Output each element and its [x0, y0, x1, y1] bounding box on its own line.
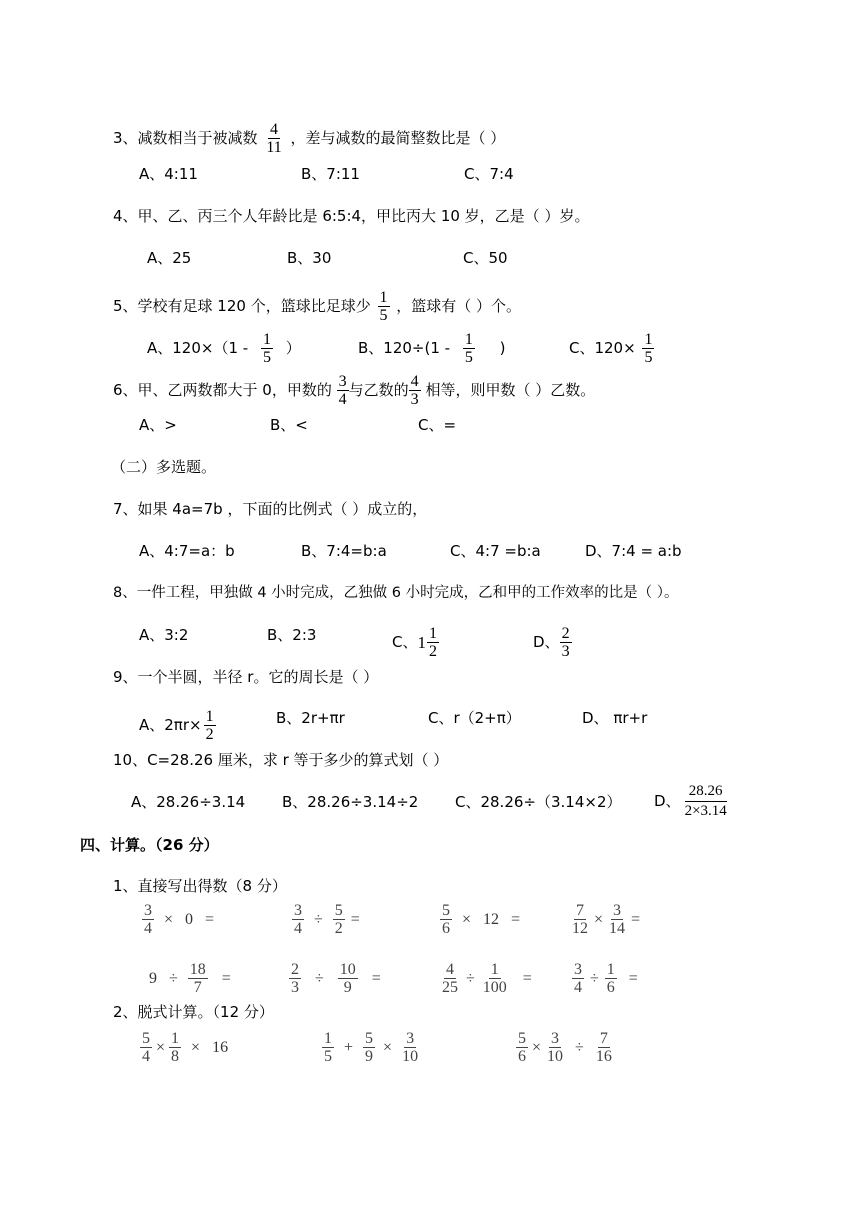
question-4-option-a: A、25 [147, 249, 192, 267]
calc-1-expression [140, 902, 222, 937]
calc-1-expression [290, 902, 368, 937]
fraction: $\frac{1}{100}$ [482, 961, 507, 996]
question-8-option-d [533, 625, 572, 660]
equals-sign: = [628, 969, 638, 987]
part-4-score: （26 分） [155, 836, 219, 854]
fraction: $\frac{7}{16}$ [595, 1030, 612, 1065]
option-text: C、120× [569, 339, 636, 357]
question-5 [113, 289, 521, 324]
calc-1-expression [438, 961, 540, 996]
operator: × [156, 1038, 166, 1056]
question-6-option-c: C、= [418, 416, 457, 434]
fraction: $\frac{1}{5}$ [262, 331, 271, 366]
operator: × [191, 1038, 201, 1056]
question-6-text-pre: 6、甲、乙两数都大于 0，甲数的 [113, 381, 332, 399]
fraction: $\frac{5}{2}$ [334, 902, 343, 937]
fraction: $\frac{3}{10}$ [547, 1030, 564, 1065]
question-4: 4、甲、乙、丙三个人年龄比是 6:5:4，甲比丙大 10 岁，乙是（ ）岁。 [113, 207, 590, 225]
calc-2-title: 2、脱式计算。（12 分） [113, 1003, 274, 1021]
calc-1-expression [568, 902, 642, 937]
question-9-option-a [139, 708, 218, 743]
option-text: ) [499, 339, 506, 357]
equals-sign: = [371, 969, 381, 987]
fraction: $\frac{1}{5}$ [379, 289, 388, 324]
operand: 9 [149, 969, 157, 987]
part-4-heading [80, 835, 219, 855]
question-7-option-d: D、7:4 = a:b [585, 542, 682, 560]
question-3-text-pre: 3、减数相当于被减数 [113, 129, 258, 147]
operator: ÷ [314, 910, 323, 928]
fraction: $\frac{1}{5}$ [644, 331, 653, 366]
question-8-option-a: A、3:2 [139, 626, 189, 644]
question-3-text-post: ，差与减数的最简整数比是（ ） [290, 129, 506, 147]
question-5-option-a [147, 331, 301, 366]
question-4-option-b: B、30 [287, 249, 332, 267]
fraction: $\frac{18}{7}$ [189, 961, 206, 996]
operator: + [344, 1038, 354, 1056]
fraction: $\frac{1}{5}$ [464, 331, 473, 366]
option-text: B、120÷(1 - [358, 339, 451, 357]
operator: × [532, 1038, 542, 1056]
operator: ÷ [590, 969, 599, 987]
calc-1-expression [438, 902, 528, 937]
operator: ÷ [575, 1038, 584, 1056]
question-9-option-c: C、r（2+π） [428, 709, 521, 727]
question-7-option-a: A、4:7=a：b [139, 542, 235, 560]
question-10: 10、C=28.26 厘米，求 r 等于多少的算式划（ ） [113, 751, 449, 769]
question-6-option-a: A、> [139, 416, 177, 434]
part-4-title: 四、计算。 [80, 836, 156, 854]
question-4-option-c: C、50 [463, 249, 508, 267]
fraction: $\frac{1}{8}$ [171, 1030, 180, 1065]
question-3 [113, 121, 505, 156]
question-10-option-c: C、28.26÷（3.14×2） [455, 793, 622, 811]
operator: × [383, 1038, 393, 1056]
fraction: $\frac{7}{12}$ [572, 902, 588, 937]
question-6 [113, 373, 595, 408]
question-9-option-b: B、2r+πr [276, 709, 345, 727]
question-5-option-b [358, 331, 506, 366]
mixed-number: 1 1 2 [417, 625, 437, 660]
option-text: A、2πr× [139, 716, 202, 734]
fraction: $\frac{1}{2}$ [205, 708, 214, 743]
calc-1-expression [145, 961, 239, 996]
option-text: A、120×（1 - [147, 339, 249, 357]
equals-sign: = [205, 910, 215, 928]
operand: 0 [185, 910, 194, 928]
question-3-option-a: A、4:11 [139, 165, 198, 183]
equals-sign: = [511, 910, 521, 928]
question-8-option-b: B、2:3 [267, 626, 317, 644]
fraction: $\frac{4}{25}$ [442, 961, 458, 996]
fraction: 1 5 [324, 1030, 332, 1065]
fraction: $\frac{2}{3}$ [291, 961, 299, 996]
calc-1-expression [287, 961, 389, 996]
question-6-option-b: B、< [270, 416, 308, 434]
fraction: $\frac{3}{4}$ [574, 961, 582, 996]
equals-sign: = [631, 910, 641, 928]
question-7-option-b: B、7:4=b:a [301, 542, 387, 560]
operator: ÷ [169, 969, 178, 987]
question-9: 9、一个半圆，半径 r。它的周长是（ ） [113, 668, 379, 686]
operator: × [164, 910, 174, 928]
question-8-option-c [392, 625, 439, 660]
fraction: $\frac{4}{3}$ [410, 373, 419, 408]
calc-2-expression [138, 1030, 232, 1065]
question-10-option-d [654, 782, 731, 821]
question-3-option-b: B、7:11 [301, 165, 360, 183]
question-5-option-c [569, 331, 656, 366]
fraction: $\frac{3}{4}$ [144, 902, 152, 937]
question-5-text-post: ，篮球有（ ）个。 [396, 297, 522, 315]
question-9-option-d: D、 πr+r [582, 709, 648, 727]
fraction: $\frac{3}{4}$ [338, 373, 347, 408]
fraction: $\frac{3}{14}$ [609, 902, 626, 937]
operator: × [462, 910, 472, 928]
fraction: $\frac{28.26}{2\times 3.14}$ [684, 783, 727, 819]
fraction: $\frac{1}{6}$ [606, 961, 615, 996]
calc-1-expression [570, 961, 646, 996]
equals-sign: = [522, 969, 532, 987]
fraction: $\frac{5}{6}$ [518, 1030, 526, 1065]
calc-2-expression [320, 1030, 422, 1065]
question-5-text-pre: 5、学校有足球 120 个，篮球比足球少 [113, 297, 371, 315]
question-8: 8、一件工程，甲独做 4 小时完成，乙独做 6 小时完成，乙和甲的工作效率的比是（ ）。 [113, 585, 679, 601]
question-6-text-mid: 与乙数的 [348, 381, 409, 399]
question-6-text-post: 相等，则甲数（ ）乙数。 [425, 381, 596, 399]
question-3-option-c: C、7:4 [464, 165, 514, 183]
fraction: $\frac{5}{4}$ [142, 1030, 150, 1065]
calc-1-title: 1、直接写出得数（8 分） [113, 877, 287, 895]
question-10-option-b: B、28.26÷3.14÷2 [282, 793, 419, 811]
operand: 12 [483, 910, 500, 928]
fraction: $\frac{10}{9}$ [339, 961, 356, 996]
question-7-option-c: C、4:7 =b:a [450, 542, 541, 560]
fraction: $\frac{3}{10}$ [402, 1030, 419, 1065]
fraction: $\frac{2}{3}$ [561, 625, 570, 660]
section-multiple-choice-heading: （二）多选题。 [111, 458, 217, 476]
operator: × [594, 910, 604, 928]
option-text: D、 [654, 792, 681, 810]
question-10-option-a: A、28.26÷3.14 [131, 793, 246, 811]
operand: 16 [212, 1038, 229, 1056]
option-text: ） [285, 339, 301, 357]
fraction: $\frac{4}{11}$ [266, 121, 282, 156]
equals-sign: = [350, 910, 360, 928]
fraction: 1 2 [428, 625, 437, 660]
option-text: C、 [392, 633, 418, 651]
calc-2-expression [514, 1030, 616, 1065]
fraction: $\frac{3}{4}$ [294, 902, 302, 937]
fraction: $\frac{5}{6}$ [442, 902, 450, 937]
question-7: 7、如果 4a=7b ，下面的比例式（ ）成立的， [113, 500, 428, 518]
option-text: D、 [533, 633, 560, 651]
fraction: $\frac{5}{9}$ [365, 1030, 374, 1065]
operator: ÷ [466, 969, 475, 987]
equals-sign: = [221, 969, 231, 987]
operator: ÷ [315, 969, 324, 987]
